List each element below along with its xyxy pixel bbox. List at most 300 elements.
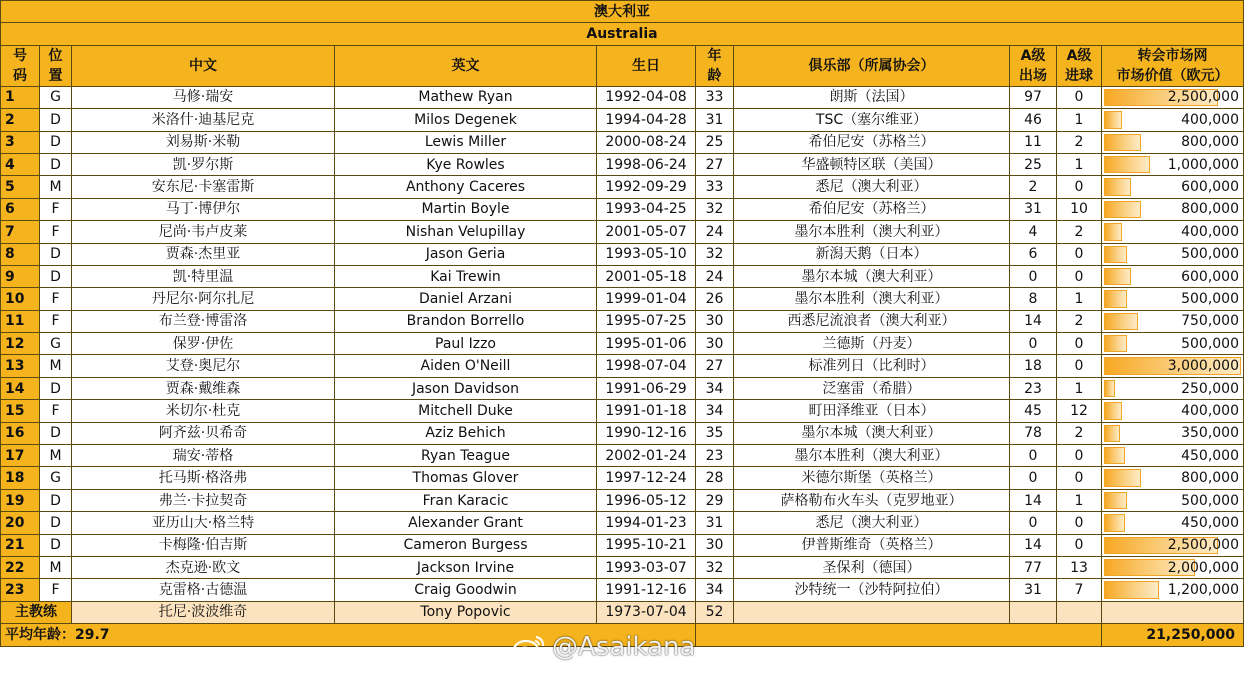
player-goals: 0 (1057, 512, 1102, 534)
player-market-value (1102, 579, 1244, 601)
player-name-cn: 米洛什·迪基尼克 (72, 109, 335, 131)
player-name-cn: 马丁·博伊尔 (72, 198, 335, 220)
player-number: 2 (1, 109, 40, 131)
player-age: 31 (696, 109, 734, 131)
player-club: 圣保利（德国） (734, 556, 1010, 578)
player-name-cn: 亚历山大·格兰特 (72, 512, 335, 534)
player-row (1, 355, 1244, 377)
player-caps: 0 (1010, 512, 1057, 534)
player-name-cn: 凯·特里温 (72, 265, 335, 287)
player-position: F (40, 579, 72, 601)
player-number: 23 (1, 579, 40, 601)
sheet-subtitle: Australia (1, 23, 1244, 45)
market-value-bar (1104, 268, 1131, 285)
player-goals: 2 (1057, 131, 1102, 153)
player-market-value (1102, 467, 1244, 489)
player-goals: 1 (1057, 109, 1102, 131)
player-position: F (40, 198, 72, 220)
player-position: F (40, 288, 72, 310)
player-market-value (1102, 153, 1244, 175)
market-value-text: 500,000 (1181, 335, 1239, 352)
player-market-value (1102, 176, 1244, 198)
header-dob: 生日 (597, 45, 696, 86)
player-row (1, 221, 1244, 243)
header-age-text: 年 龄 (707, 47, 722, 84)
market-value-text: 350,000 (1181, 425, 1239, 442)
player-age: 30 (696, 310, 734, 332)
player-goals: 0 (1057, 243, 1102, 265)
player-dob: 1991-06-29 (597, 377, 696, 399)
player-club: 悉尼（澳大利亚） (734, 176, 1010, 198)
coach-name-en: Tony Popovic (335, 601, 597, 623)
player-caps: 14 (1010, 310, 1057, 332)
player-name-cn: 阿齐兹·贝希奇 (72, 422, 335, 444)
player-club: 墨尔本胜利（澳大利亚） (734, 445, 1010, 467)
player-caps: 2 (1010, 176, 1057, 198)
player-market-value (1102, 489, 1244, 511)
player-number: 21 (1, 534, 40, 556)
player-row (1, 153, 1244, 175)
player-name-en: Fran Karacic (335, 489, 597, 511)
player-age: 24 (696, 221, 734, 243)
player-row (1, 131, 1244, 153)
player-name-en: Paul Izzo (335, 333, 597, 355)
player-dob: 2001-05-18 (597, 265, 696, 287)
player-name-en: Aiden O'Neill (335, 355, 597, 377)
market-value-bar (1104, 111, 1122, 128)
player-name-en: Craig Goodwin (335, 579, 597, 601)
player-market-value (1102, 265, 1244, 287)
player-name-en: Nishan Velupillay (335, 221, 597, 243)
player-name-cn: 刘易斯·米勒 (72, 131, 335, 153)
player-number: 14 (1, 377, 40, 399)
player-name-en: Lewis Miller (335, 131, 597, 153)
market-value-text: 3,000,000 (1167, 358, 1239, 375)
player-club: 悉尼（澳大利亚） (734, 512, 1010, 534)
player-position: G (40, 333, 72, 355)
player-goals: 1 (1057, 377, 1102, 399)
player-age: 30 (696, 333, 734, 355)
player-row (1, 333, 1244, 355)
player-number: 12 (1, 333, 40, 355)
market-value-text: 400,000 (1181, 111, 1239, 128)
player-caps: 23 (1010, 377, 1057, 399)
player-age: 25 (696, 131, 734, 153)
player-market-value (1102, 534, 1244, 556)
player-market-value (1102, 221, 1244, 243)
market-value-text: 800,000 (1181, 470, 1239, 487)
player-number: 11 (1, 310, 40, 332)
header-num (1, 45, 40, 86)
player-caps: 0 (1010, 445, 1057, 467)
player-name-cn: 丹尼尔·阿尔扎尼 (72, 288, 335, 310)
player-market-value (1102, 198, 1244, 220)
player-name-en: Cameron Burgess (335, 534, 597, 556)
player-age: 34 (696, 400, 734, 422)
player-row (1, 467, 1244, 489)
market-value-text: 600,000 (1181, 268, 1239, 285)
player-market-value (1102, 333, 1244, 355)
player-name-cn: 卡梅隆·伯吉斯 (72, 534, 335, 556)
player-age: 33 (696, 86, 734, 108)
market-value-text: 800,000 (1181, 201, 1239, 218)
market-value-text: 750,000 (1181, 313, 1239, 330)
player-age: 32 (696, 556, 734, 578)
market-value-text: 2,500,000 (1167, 537, 1239, 554)
player-club: 朗斯（法国） (734, 86, 1010, 108)
player-number: 19 (1, 489, 40, 511)
coach-empty-club (734, 601, 1010, 623)
player-caps: 4 (1010, 221, 1057, 243)
weibo-logo-icon (512, 633, 546, 661)
player-position: G (40, 467, 72, 489)
player-name-cn: 弗兰·卡拉契奇 (72, 489, 335, 511)
player-name-en: Kye Rowles (335, 153, 597, 175)
market-value-bar (1104, 402, 1122, 419)
player-goals: 0 (1057, 467, 1102, 489)
player-number: 9 (1, 265, 40, 287)
header-row (1, 45, 1244, 86)
market-value-text: 1,000,000 (1167, 156, 1239, 173)
player-dob: 1991-12-16 (597, 579, 696, 601)
footer-spacer (696, 624, 1102, 646)
player-age: 35 (696, 422, 734, 444)
player-row (1, 109, 1244, 131)
player-dob: 1996-05-12 (597, 489, 696, 511)
player-name-en: Mathew Ryan (335, 86, 597, 108)
player-club: TSC（塞尔维亚） (734, 109, 1010, 131)
market-value-text: 1,200,000 (1167, 582, 1239, 599)
player-caps: 11 (1010, 131, 1057, 153)
player-goals: 0 (1057, 176, 1102, 198)
player-caps: 25 (1010, 153, 1057, 175)
player-number: 6 (1, 198, 40, 220)
player-caps: 45 (1010, 400, 1057, 422)
player-row (1, 310, 1244, 332)
player-age: 33 (696, 176, 734, 198)
player-goals: 2 (1057, 310, 1102, 332)
market-value-text: 600,000 (1181, 179, 1239, 196)
player-position: F (40, 221, 72, 243)
player-row (1, 489, 1244, 511)
player-club: 华盛顿特区联（美国） (734, 153, 1010, 175)
market-value-bar (1104, 223, 1122, 240)
player-market-value (1102, 556, 1244, 578)
player-goals: 0 (1057, 355, 1102, 377)
market-value-text: 400,000 (1181, 402, 1239, 419)
player-name-cn: 米切尔·杜克 (72, 400, 335, 422)
player-row (1, 534, 1244, 556)
player-dob: 1995-07-25 (597, 310, 696, 332)
market-value-bar (1104, 290, 1127, 307)
market-value-text: 400,000 (1181, 223, 1239, 240)
coach-empty-value (1102, 601, 1244, 623)
market-value-text: 450,000 (1181, 514, 1239, 531)
player-position: F (40, 400, 72, 422)
player-row (1, 400, 1244, 422)
player-market-value (1102, 377, 1244, 399)
player-row (1, 86, 1244, 108)
player-caps: 14 (1010, 534, 1057, 556)
player-row (1, 243, 1244, 265)
player-position: D (40, 512, 72, 534)
player-dob: 1992-04-08 (597, 86, 696, 108)
player-name-en: Aziz Behich (335, 422, 597, 444)
market-value-bar (1104, 514, 1125, 531)
header-goals-text: A级 进球 (1065, 47, 1093, 84)
player-caps: 18 (1010, 355, 1057, 377)
player-caps: 14 (1010, 489, 1057, 511)
player-market-value (1102, 131, 1244, 153)
player-age: 34 (696, 377, 734, 399)
player-name-en: Thomas Glover (335, 467, 597, 489)
player-name-en: Daniel Arzani (335, 288, 597, 310)
market-value-bar (1104, 156, 1150, 173)
market-value-text: 450,000 (1181, 447, 1239, 464)
player-row (1, 377, 1244, 399)
market-value-text: 500,000 (1181, 290, 1239, 307)
player-number: 3 (1, 131, 40, 153)
player-age: 23 (696, 445, 734, 467)
coach-empty-goals (1057, 601, 1102, 623)
player-position: G (40, 86, 72, 108)
watermark (512, 632, 695, 662)
header-goals (1057, 45, 1102, 86)
market-value-bar (1104, 201, 1141, 218)
coach-age: 52 (696, 601, 734, 623)
player-name-cn: 尼尚·韦卢皮莱 (72, 221, 335, 243)
player-name-en: Jason Geria (335, 243, 597, 265)
player-name-cn: 贾森·戴维森 (72, 377, 335, 399)
player-club: 兰德斯（丹麦） (734, 333, 1010, 355)
player-position: D (40, 153, 72, 175)
player-club: 米德尔斯堡（英格兰） (734, 467, 1010, 489)
header-caps-text: A级 出场 (1019, 47, 1047, 84)
player-row (1, 176, 1244, 198)
player-dob: 1998-06-24 (597, 153, 696, 175)
player-number: 16 (1, 422, 40, 444)
player-number: 7 (1, 221, 40, 243)
player-market-value (1102, 445, 1244, 467)
average-age: 平均年龄：29.7 (1, 624, 696, 646)
player-caps: 78 (1010, 422, 1057, 444)
player-club: 伊普斯维奇（英格兰） (734, 534, 1010, 556)
player-number: 13 (1, 355, 40, 377)
header-caps (1010, 45, 1057, 86)
player-dob: 1994-01-23 (597, 512, 696, 534)
market-value-text: 2,000,000 (1167, 559, 1239, 576)
header-cn: 中文 (72, 45, 335, 86)
player-club: 希伯尼安（苏格兰） (734, 131, 1010, 153)
market-value-bar (1104, 469, 1141, 486)
player-caps: 97 (1010, 86, 1057, 108)
player-name-en: Jackson Irvine (335, 556, 597, 578)
market-value-bar (1104, 134, 1141, 151)
player-age: 29 (696, 489, 734, 511)
player-age: 32 (696, 198, 734, 220)
header-value-line2: 市场价值（欧元） (1116, 67, 1229, 84)
player-name-cn: 安东尼·卡塞雷斯 (72, 176, 335, 198)
player-club: 沙特统一（沙特阿拉伯） (734, 579, 1010, 601)
player-row (1, 288, 1244, 310)
player-goals: 1 (1057, 489, 1102, 511)
market-value-text: 800,000 (1181, 134, 1239, 151)
player-market-value (1102, 310, 1244, 332)
market-value-bar (1104, 447, 1125, 464)
player-name-cn: 克雷格·古德温 (72, 579, 335, 601)
player-number: 17 (1, 445, 40, 467)
player-caps: 77 (1010, 556, 1057, 578)
player-goals: 12 (1057, 400, 1102, 422)
player-number: 20 (1, 512, 40, 534)
player-row (1, 579, 1244, 601)
player-market-value (1102, 288, 1244, 310)
header-pos-text: 位 置 (48, 47, 63, 84)
player-dob: 2001-05-07 (597, 221, 696, 243)
market-value-bar (1104, 581, 1159, 598)
header-value-line1: 转会市场网 (1137, 47, 1208, 64)
player-name-en: Brandon Borrello (335, 310, 597, 332)
player-caps: 0 (1010, 333, 1057, 355)
player-market-value (1102, 422, 1244, 444)
player-age: 31 (696, 512, 734, 534)
player-name-en: Ryan Teague (335, 445, 597, 467)
watermark-text: @Asaikana (552, 632, 696, 662)
player-age: 27 (696, 153, 734, 175)
player-number: 10 (1, 288, 40, 310)
market-value-bar (1104, 178, 1131, 195)
player-goals: 0 (1057, 445, 1102, 467)
player-name-cn: 贾森·杰里亚 (72, 243, 335, 265)
player-age: 24 (696, 265, 734, 287)
player-goals: 0 (1057, 86, 1102, 108)
player-goals: 10 (1057, 198, 1102, 220)
player-name-cn: 保罗·伊佐 (72, 333, 335, 355)
player-age: 32 (696, 243, 734, 265)
player-caps: 46 (1010, 109, 1057, 131)
player-position: M (40, 355, 72, 377)
player-name-en: Alexander Grant (335, 512, 597, 534)
player-dob: 1998-07-04 (597, 355, 696, 377)
market-value-text: 500,000 (1181, 246, 1239, 263)
player-dob: 2002-01-24 (597, 445, 696, 467)
player-club: 萨格勒布火车头（克罗地亚） (734, 489, 1010, 511)
player-goals: 7 (1057, 579, 1102, 601)
player-dob: 1995-10-21 (597, 534, 696, 556)
player-club: 墨尔本胜利（澳大利亚） (734, 288, 1010, 310)
player-age: 27 (696, 355, 734, 377)
player-goals: 2 (1057, 221, 1102, 243)
player-market-value (1102, 400, 1244, 422)
player-age: 26 (696, 288, 734, 310)
player-number: 8 (1, 243, 40, 265)
player-market-value (1102, 243, 1244, 265)
player-dob: 1994-04-28 (597, 109, 696, 131)
player-position: M (40, 445, 72, 467)
player-position: D (40, 243, 72, 265)
player-row (1, 556, 1244, 578)
player-market-value (1102, 109, 1244, 131)
total-value: 21,250,000 (1102, 624, 1244, 646)
player-goals: 0 (1057, 265, 1102, 287)
header-en: 英文 (335, 45, 597, 86)
player-row (1, 512, 1244, 534)
player-dob: 1990-12-16 (597, 422, 696, 444)
player-club: 西悉尼流浪者（澳大利亚） (734, 310, 1010, 332)
player-dob: 2000-08-24 (597, 131, 696, 153)
player-goals: 0 (1057, 333, 1102, 355)
player-dob: 1999-01-04 (597, 288, 696, 310)
market-value-text: 500,000 (1181, 492, 1239, 509)
player-row (1, 422, 1244, 444)
player-name-en: Martin Boyle (335, 198, 597, 220)
market-value-bar (1104, 246, 1127, 263)
player-position: D (40, 109, 72, 131)
player-position: F (40, 310, 72, 332)
market-value-bar (1104, 313, 1138, 330)
market-value-text: 2,500,000 (1167, 89, 1239, 106)
player-position: D (40, 377, 72, 399)
player-name-cn: 马修·瑞安 (72, 86, 335, 108)
player-caps: 31 (1010, 198, 1057, 220)
market-value-bar (1104, 380, 1115, 397)
player-position: D (40, 131, 72, 153)
player-number: 5 (1, 176, 40, 198)
header-club: 俱乐部（所属协会） (734, 45, 1010, 86)
player-market-value (1102, 512, 1244, 534)
player-name-cn: 凯·罗尔斯 (72, 153, 335, 175)
player-goals: 13 (1057, 556, 1102, 578)
player-name-en: Milos Degenek (335, 109, 597, 131)
player-position: D (40, 265, 72, 287)
player-number: 1 (1, 86, 40, 108)
player-number: 15 (1, 400, 40, 422)
player-dob: 1995-01-06 (597, 333, 696, 355)
player-number: 4 (1, 153, 40, 175)
player-position: D (40, 422, 72, 444)
player-dob: 1993-04-25 (597, 198, 696, 220)
header-num-text: 号 码 (13, 47, 27, 84)
player-age: 34 (696, 579, 734, 601)
player-club: 标准列日（比利时） (734, 355, 1010, 377)
player-position: D (40, 534, 72, 556)
player-club: 希伯尼安（苏格兰） (734, 198, 1010, 220)
player-position: M (40, 556, 72, 578)
market-value-bar (1104, 492, 1127, 509)
player-club: 町田泽维亚（日本） (734, 400, 1010, 422)
player-name-en: Kai Trewin (335, 265, 597, 287)
player-age: 28 (696, 467, 734, 489)
player-name-cn: 杰克逊·欧文 (72, 556, 335, 578)
player-row (1, 265, 1244, 287)
header-age (696, 45, 734, 86)
player-age: 30 (696, 534, 734, 556)
player-row (1, 445, 1244, 467)
coach-row (1, 601, 1244, 623)
player-dob: 1997-12-24 (597, 467, 696, 489)
player-name-en: Jason Davidson (335, 377, 597, 399)
player-dob: 1993-05-10 (597, 243, 696, 265)
coach-dob: 1973-07-04 (597, 601, 696, 623)
coach-empty-caps (1010, 601, 1057, 623)
player-name-cn: 托马斯·格洛弗 (72, 467, 335, 489)
market-value-bar (1104, 335, 1127, 352)
header-value (1102, 45, 1244, 86)
player-caps: 8 (1010, 288, 1057, 310)
player-name-en: Anthony Caceres (335, 176, 597, 198)
market-value-text: 250,000 (1181, 380, 1239, 397)
player-club: 墨尔本城（澳大利亚） (734, 422, 1010, 444)
